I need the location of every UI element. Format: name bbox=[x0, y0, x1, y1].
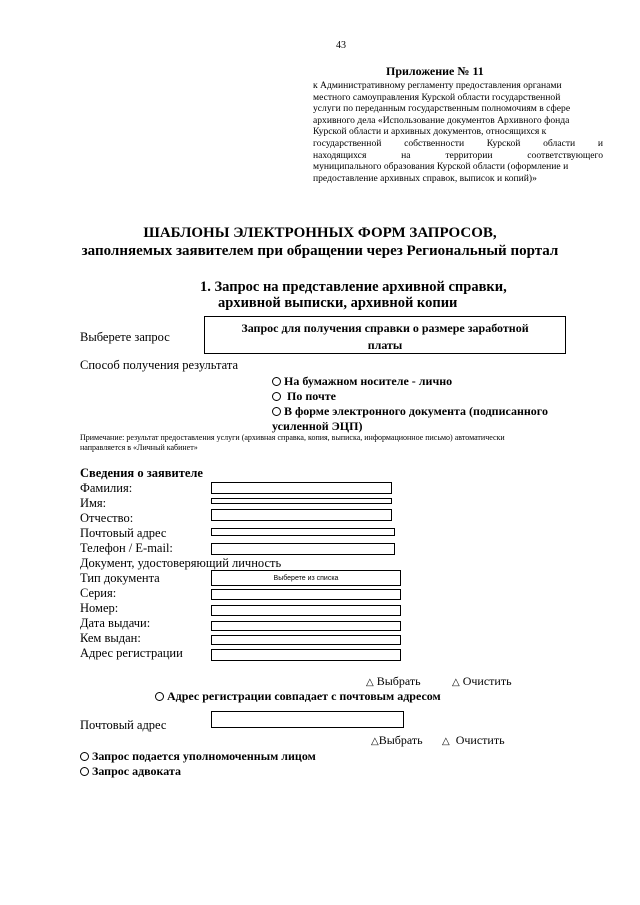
field-label-issued-by: Кем выдан: bbox=[80, 631, 141, 645]
select-button[interactable] bbox=[366, 674, 421, 689]
note-line2: направляется в «Личный кабинет» bbox=[80, 443, 198, 452]
option-label: Запрос подается уполномоченным лицом bbox=[92, 749, 316, 763]
patronymic-input[interactable] bbox=[211, 509, 392, 521]
option-label: Запрос адвоката bbox=[92, 764, 182, 778]
appendix-title: Приложение № 11 bbox=[386, 64, 484, 78]
issued-by-input[interactable] bbox=[211, 635, 401, 645]
postal-address-input[interactable] bbox=[211, 528, 395, 536]
delivery-option-electronic-cont: усиленной ЭЦП) bbox=[272, 419, 363, 433]
note-line1: Примечание: результат предоставления услуги (архивная справка, копия, выписка, информационное письмо) автоматически bbox=[80, 433, 505, 442]
issue-date-input[interactable] bbox=[211, 621, 401, 631]
clear-button-2[interactable] bbox=[442, 733, 505, 748]
radio-icon[interactable] bbox=[272, 392, 281, 401]
field-label-doc-type: Тип документа bbox=[80, 571, 160, 585]
radio-icon[interactable] bbox=[80, 767, 89, 776]
section-title bbox=[200, 279, 507, 311]
triangle-icon: △ bbox=[442, 736, 450, 747]
field-label-series: Серия: bbox=[80, 586, 117, 600]
section-title-line2: архивной выписки, архивной копии bbox=[218, 295, 458, 311]
appendix-line: государственной собственности Курской области и bbox=[313, 137, 603, 149]
appendix-line: находящихся на территории соответствующего bbox=[313, 149, 603, 161]
delivery-option-electronic[interactable] bbox=[272, 404, 548, 419]
option-label: По почте bbox=[284, 389, 336, 403]
field-label-contact: Телефон / E-mail: bbox=[80, 541, 173, 555]
delivery-label: Способ получения результата bbox=[80, 358, 239, 372]
radio-icon[interactable] bbox=[272, 377, 281, 386]
reg-address-input[interactable] bbox=[211, 649, 401, 661]
appendix-line: муниципального образования Курской области (оформление и bbox=[313, 161, 569, 173]
field-label-number: Номер: bbox=[80, 601, 119, 615]
name-input[interactable] bbox=[211, 498, 392, 504]
number-input[interactable] bbox=[211, 605, 401, 616]
radio-icon[interactable] bbox=[80, 752, 89, 761]
appendix-line: местного самоуправления Курской области государственной bbox=[313, 91, 561, 103]
radio-icon[interactable] bbox=[272, 407, 281, 416]
appendix-line: предоставление архивных справок, выписок и копий)» bbox=[313, 172, 537, 184]
series-input[interactable] bbox=[211, 589, 401, 600]
request-select[interactable] bbox=[204, 316, 566, 354]
field-label-postal: Почтовый адрес bbox=[80, 526, 167, 540]
applicant-heading: Сведения о заявителе bbox=[80, 466, 203, 480]
main-title bbox=[0, 224, 640, 260]
request-label: Выберете запрос bbox=[80, 330, 170, 344]
appendix-text bbox=[313, 80, 603, 184]
phone-email-input[interactable] bbox=[211, 543, 395, 555]
postal-address-input-2[interactable] bbox=[211, 711, 404, 728]
request-value-line1: Запрос для получения справки о размере заработной bbox=[241, 321, 529, 335]
select-button-label: Выбрать bbox=[376, 674, 421, 688]
page-number: 43 bbox=[336, 40, 346, 51]
field-label-reg-address: Адрес регистрации bbox=[80, 646, 183, 660]
delivery-option-mail[interactable] bbox=[272, 389, 336, 404]
option-label: Адрес регистрации совпадает с почтовым адресом bbox=[167, 689, 441, 703]
triangle-icon: △ bbox=[371, 736, 379, 747]
triangle-icon: △ bbox=[452, 677, 460, 688]
main-title-line2: заполняемых заявителем при обращении через Региональный портал bbox=[81, 243, 559, 259]
select-button-2[interactable] bbox=[371, 733, 423, 748]
doc-type-select[interactable]: Выберете из списка bbox=[211, 570, 401, 586]
field-label-surname: Фамилия: bbox=[80, 481, 133, 495]
triangle-icon: △ bbox=[366, 677, 374, 688]
clear-button-label: Очистить bbox=[455, 733, 505, 747]
option-label: На бумажном носителе - лично bbox=[284, 374, 453, 388]
appendix-line: услуги по переданным государственным полномочиям в сфере bbox=[313, 103, 571, 115]
clear-button-label: Очистить bbox=[462, 674, 512, 688]
appendix-line: к Административному регламенту предоставления органами bbox=[313, 80, 562, 91]
radio-icon[interactable] bbox=[155, 692, 164, 701]
field-label-name: Имя: bbox=[80, 496, 107, 510]
appendix-line: архивного дела «Использование документов Архивного фонда bbox=[313, 114, 570, 126]
note bbox=[80, 433, 600, 453]
postal-address-label: Почтовый адрес bbox=[80, 718, 167, 732]
field-label-patronymic: Отчество: bbox=[80, 511, 134, 525]
id-document-label: Документ, удостоверяющий личность bbox=[80, 556, 282, 570]
select-button-label: Выбрать bbox=[378, 733, 423, 747]
option-label: В форме электронного документа (подписанного bbox=[284, 404, 548, 418]
surname-input[interactable] bbox=[211, 482, 392, 494]
field-label-issue-date: Дата выдачи: bbox=[80, 616, 151, 630]
address-same-option[interactable] bbox=[155, 689, 441, 704]
delivery-option-paper[interactable] bbox=[272, 374, 452, 389]
lawyer-option[interactable] bbox=[80, 764, 181, 779]
request-value-line2: платы bbox=[367, 338, 403, 352]
clear-button[interactable] bbox=[452, 674, 512, 689]
section-title-line1: 1. Запрос на представление архивной справки, bbox=[200, 279, 507, 295]
proxy-option[interactable] bbox=[80, 749, 316, 764]
appendix-line: Курской области и архивных документов, относящихся к bbox=[313, 126, 547, 138]
main-title-line1: ШАБЛОНЫ ЭЛЕКТРОННЫХ ФОРМ ЗАПРОСОВ, bbox=[143, 225, 497, 241]
